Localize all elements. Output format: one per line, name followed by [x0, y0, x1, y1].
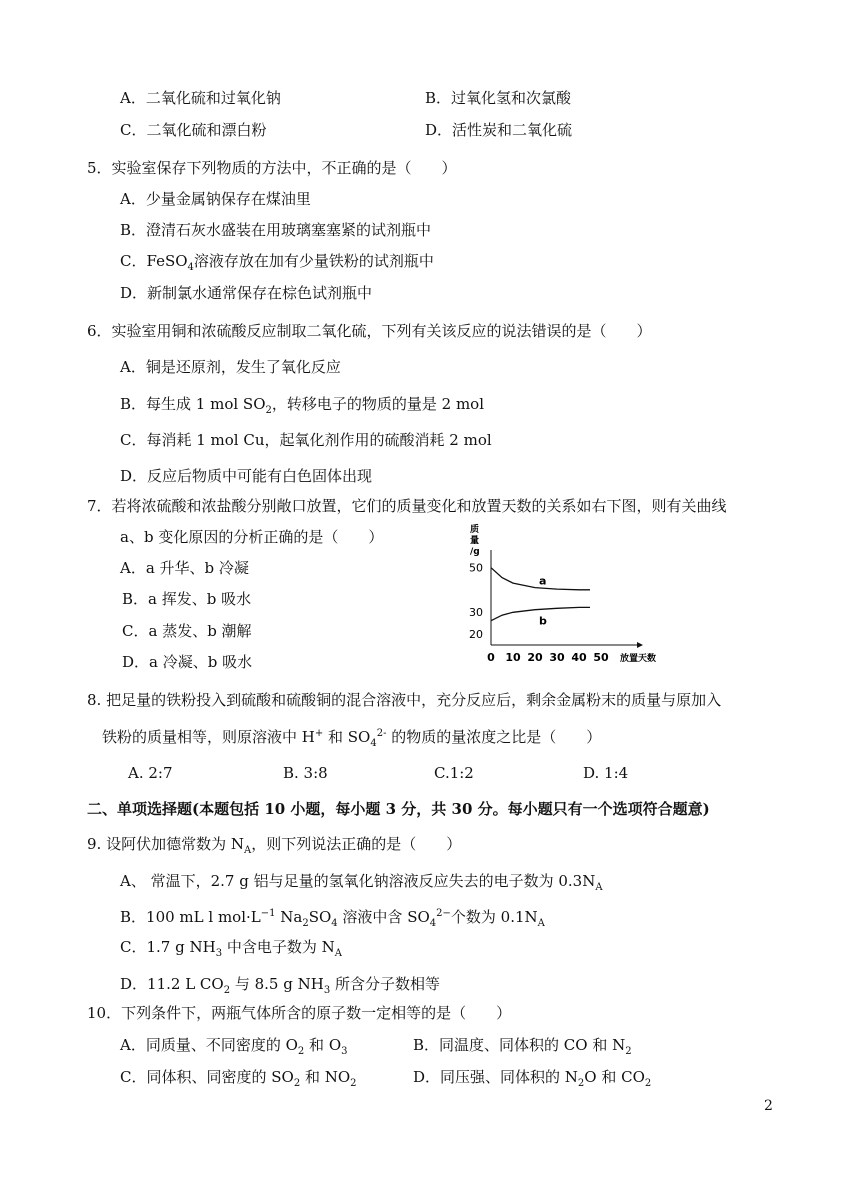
y-tick-label: 30 — [469, 605, 483, 619]
q9-option-d: D．11.2 L $CO_2$ 与 8.5 g $NH_3$ 所含分子数相等 — [120, 975, 440, 996]
q6-option-c: C．每消耗 1 mol Cu，起氧化剂作用的硫酸消耗 2 mol — [120, 431, 492, 449]
q9-stem: 9. 设阿伏加德常数为 $N_A$，则下列说法正确的是（ ） — [87, 835, 462, 856]
x-tick-label: 30 — [549, 651, 565, 664]
q10-option-b: B．同温度、同体积的 CO 和 $N_2$ — [413, 1036, 632, 1057]
q4-option-b: B．过氧化氢和次氯酸 — [425, 89, 572, 107]
q8-option-b: B. 3:8 — [283, 764, 328, 782]
q4-option-d: D．活性炭和二氧化硫 — [425, 121, 573, 139]
y-axis-label-char: /g — [470, 547, 480, 557]
q7-mass-days-chart — [462, 520, 682, 670]
x-tick-label: 10 — [505, 651, 521, 664]
q7-option-b: B．a 挥发、b 吸水 — [122, 590, 252, 608]
q9-option-b: B．100 mL l $mol\cdot L^{-1}$ $Na_2SO_4$ 溶液中含 $SO_4^{2-}$个数为 $0.1N_A$ — [120, 908, 545, 929]
q7-option-a: A．a 升华、b 冷凝 — [120, 559, 249, 577]
q4-option-a: A．二氧化硫和过氧化钠 — [120, 89, 281, 107]
q5-option-a: A．少量金属钠保存在煤油里 — [120, 190, 311, 208]
y-axis-label — [470, 523, 480, 557]
y-tick-label: 50 — [469, 561, 483, 575]
x-tick-label: 20 — [527, 651, 543, 664]
q7-option-c: C．a 蒸发、b 潮解 — [122, 622, 252, 640]
q10-stem: 10．下列条件下，两瓶气体所含的原子数一定相等的是（ ） — [87, 1004, 512, 1022]
page-number: 2 — [764, 1098, 773, 1114]
y-tick-label: 20 — [469, 627, 483, 641]
q6-stem: 6．实验室用铜和浓硫酸反应制取二氧化硫，下列有关该反应的说法错误的是（ ） — [87, 322, 652, 340]
section2-title: 二、单项选择题(本题包括 10 小题，每小题 3 分，共 30 分。每小题只有一个选项符合题意) — [87, 800, 710, 818]
q6-option-b: B．每生成 1 mol $SO_2$，转移电子的物质的量是 2 mol — [120, 395, 485, 416]
q9-option-c: C．1.7 g $NH_3$ 中含电子数为 $N_A$ — [120, 938, 342, 959]
q8-option-c: C.1:2 — [434, 764, 474, 782]
q8-option-d: D. 1:4 — [583, 764, 629, 782]
x-tick-label: 50 — [593, 651, 609, 664]
q7-option-d: D．a 冷凝、b 吸水 — [122, 653, 253, 671]
x-axis-label: 放置天数 — [620, 654, 657, 664]
q5-option-c: C．FeSO$_4$溶液存放在加有少量铁粉的试剂瓶中 — [120, 252, 434, 273]
q6-option-a: A．铜是还原剂，发生了氧化反应 — [120, 358, 341, 376]
q10-option-a: A．同质量、不同密度的 $O_2$ 和 $O_3$ — [120, 1036, 348, 1057]
q7-stem-line2: a、b 变化原因的分析正确的是（ ） — [120, 528, 384, 546]
q5-option-b: B．澄清石灰水盛装在用玻璃塞塞紧的试剂瓶中 — [120, 221, 432, 239]
x-tick-label: 40 — [571, 651, 587, 664]
q10-option-d: D．同压强、同体积的 $N_2O$ 和 $CO_2$ — [413, 1068, 652, 1089]
y-axis-label-char: 量 — [470, 536, 480, 546]
q4-option-c: C．二氧化硫和漂白粉 — [120, 121, 267, 139]
q5-stem: 5．实验室保存下列物质的方法中，不正确的是（ ） — [87, 159, 457, 177]
q9-option-a: A、 常温下，2.7 g 铝与足量的氢氧化钠溶液反应失去的电子数为 $0.3N_A$ — [120, 872, 603, 893]
q7-stem-line1: 7．若将浓硫酸和浓盐酸分别敞口放置，它们的质量变化和放置天数的关系如右下图，则有关曲线 — [87, 497, 727, 515]
q8-option-a: A. 2:7 — [128, 764, 173, 782]
q5-option-d: D．新制氯水通常保存在棕色试剂瓶中 — [120, 284, 373, 302]
y-axis-label-char: 质 — [470, 525, 480, 535]
series-label-b: b — [539, 614, 547, 628]
q10-option-c: C．同体积、同密度的 $SO_2$ 和 $NO_2$ — [120, 1068, 357, 1089]
series-label-a: a — [539, 574, 547, 588]
q8-stem-line1: 8. 把足量的铁粉投入到硫酸和硫酸铜的混合溶液中，充分反应后，剩余金属粉末的质量与原加入 — [87, 691, 722, 709]
q6-option-d: D．反应后物质中可能有白色固体出现 — [120, 467, 373, 485]
x-tick-label: 0 — [487, 651, 495, 664]
q8-stem-line2: 铁粉的质量相等，则原溶液中 H+ 和 $SO_4^{2-}$ 的物质的量浓度之比是（ ） — [102, 728, 602, 749]
